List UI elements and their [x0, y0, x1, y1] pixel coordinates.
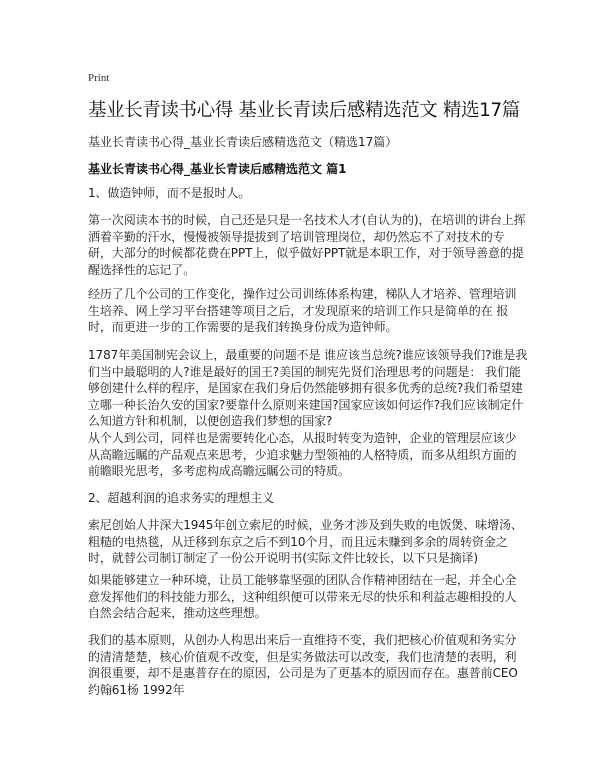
print-label: Print [88, 72, 110, 84]
point-heading-1: 1、做造钟师，而不是报时人。 [88, 186, 251, 200]
document-title: 基业长青读书心得 基业长青读后感精选范文 精选17篇 [88, 100, 520, 121]
document-subtitle: 基业长青读书心得_基业长青读后感精选范文（精选17篇） [88, 135, 398, 149]
paragraph: 第一次阅读本书的时候，自己还是只是一名技术人才(自认为的)，在培训的讲台上挥洒着辛勤的汗水，慢慢被领导提拔到了培训管理岗位，却仍然忘不了对技术的专研，大部分的时候都花费在PPT上，似乎做好PPT就是本职工作，对于领导善意的提醒选择性的忘记了。 [88, 213, 526, 277]
section-heading: 基业长青读书心得_基业长青读后感精选范文 篇1 [88, 162, 347, 176]
paragraph: 1787年美国制宪会议上，最重要的问题不是 谁应该当总统?谁应该领导我们?谁是我们当中最聪明的人?谁是最好的国王?美国的制宪先贤们治理思考的问题是： 我们能够创建什么样的程序，是国家在我们身后仍然能够拥有很多优秀的总统?我们希望建立哪一种长治久安的国家?要靠什么原则来建国?国家应该如何运作?我们应该制定什么知道方针和机制，以便创造我们梦想的国家? [88, 348, 528, 428]
paragraph: 索尼创始人井深大1945年创立索尼的时候，业务才涉及到失败的电饭煲、味增汤、粗糙的电热毯，从迁移到东京之后不到10个月，而且远未赚到多余的周转资金之时，就替公司制订制定了一份公开说明书(实际文件比较长，以下只是摘译) [88, 518, 523, 565]
paragraph: 经历了几个公司的工作变化，操作过公司训练体系构建，梯队人才培养、管理培训生培养、网上学习平台搭建等项目之后，才发现原来的培训工作只是简单的在 报时，而更进一步的工作需要的是我们转换身份成为造钟师。 [88, 287, 517, 334]
paragraph: 如果能够建立一种环境，让员工能够靠坚强的团队合作精神团结在一起，并全心全意发挥他们的科技能力那么，这种组织便可以带来无尽的快乐和利益志趣相投的人自然会结合起来，推动这些理想。 [88, 573, 517, 620]
paragraph: 我们的基本原则，从创办人构思出来后一直维持不变，我们把核心价值观和务实分的清清楚楚，核心价值观不改变，但是实务做法可以改变，我们也清楚的表明，利润很重要，却不是惠普存在的原因，公司是为了更基本的原因而存在。惠普前CEO约翰61杨 1992年 [88, 633, 518, 697]
paragraph: 从个人到公司，同样也是需要转化心态，从报时转变为造钟，企业的管理层应该少从高瞻远瞩的产品观点来思考，少追求魅力型领袖的人格特质，而多从组织方面的前瞻眼光思考，多考虑构成高瞻远瞩公司的特质。 [88, 431, 517, 478]
point-heading-2: 2、超越利润的追求务实的理想主义 [88, 491, 275, 505]
